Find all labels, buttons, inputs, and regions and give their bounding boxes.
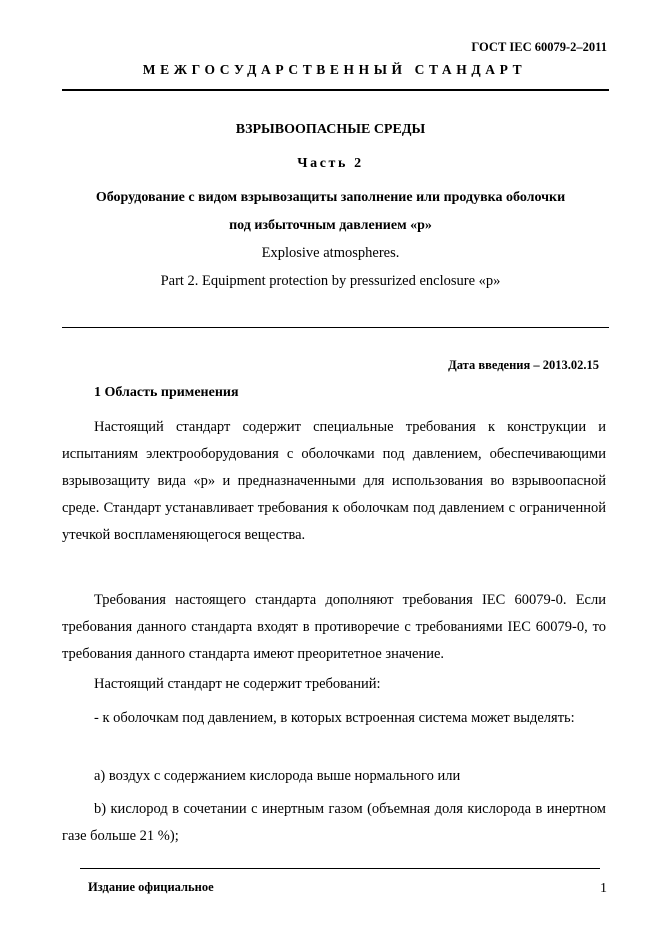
page-number: 1	[600, 881, 607, 896]
list-item: - к оболочкам под давлением, в которых встроенная система может выделять:	[94, 710, 575, 726]
introduction-date: Дата введения – 2013.02.15	[448, 358, 599, 372]
header-divider	[62, 89, 609, 91]
list-item: a) воздух с содержанием кислорода выше нормального или	[94, 768, 461, 784]
english-title-line-1: Explosive atmospheres.	[261, 245, 400, 261]
document-subtitle-line-1: Оборудование с видом взрывозащиты заполнение или продувка оболочки	[95, 190, 566, 205]
list-item: b) кислород в сочетании с инертным газом (объемная доля кислорода в инертном газе больше 21 %);	[62, 801, 606, 844]
document-title: ВЗРЫВООПАСНЫЕ СРЕДЫ	[235, 122, 426, 137]
footer-divider	[80, 868, 600, 869]
document-code: ГОСТ IEC 60079-2–2011	[471, 40, 607, 54]
edition-label: Издание официальное	[88, 880, 214, 894]
title-divider	[62, 327, 609, 328]
section-heading: 1 Область применения	[94, 385, 239, 400]
document-subtitle-line-2: под избыточным давлением «р»	[229, 218, 432, 233]
document-part: Часть 2	[297, 156, 364, 171]
english-title-line-2: Part 2. Equipment protection by pressurized enclosure «p»	[160, 273, 501, 289]
paragraph: Требования настоящего стандарта дополняют требования IEC 60079-0. Если требования данного стандарта входят в противоречие с требованиями IEC 60079-0, то требования данного стандарта имеют преоритетное значение.	[62, 592, 606, 662]
paragraph: Настоящий стандарт содержит специальные требования к конструкции и испытаниям электрооборудования с оболочками под давлением, обеспечивающими взрывозащиту вида «р» и предназначенными для использования во взрывоопасной среде. Стандарт устанавливает требования к оболочкам под давлением с ограниченной утечкой воспламеняющегося вещества.	[62, 419, 606, 543]
paragraph: Настоящий стандарт не содержит требований:	[94, 676, 381, 692]
standard-type-heading: МЕЖГОСУДАРСТВЕННЫЙ СТАНДАРТ	[142, 62, 527, 77]
